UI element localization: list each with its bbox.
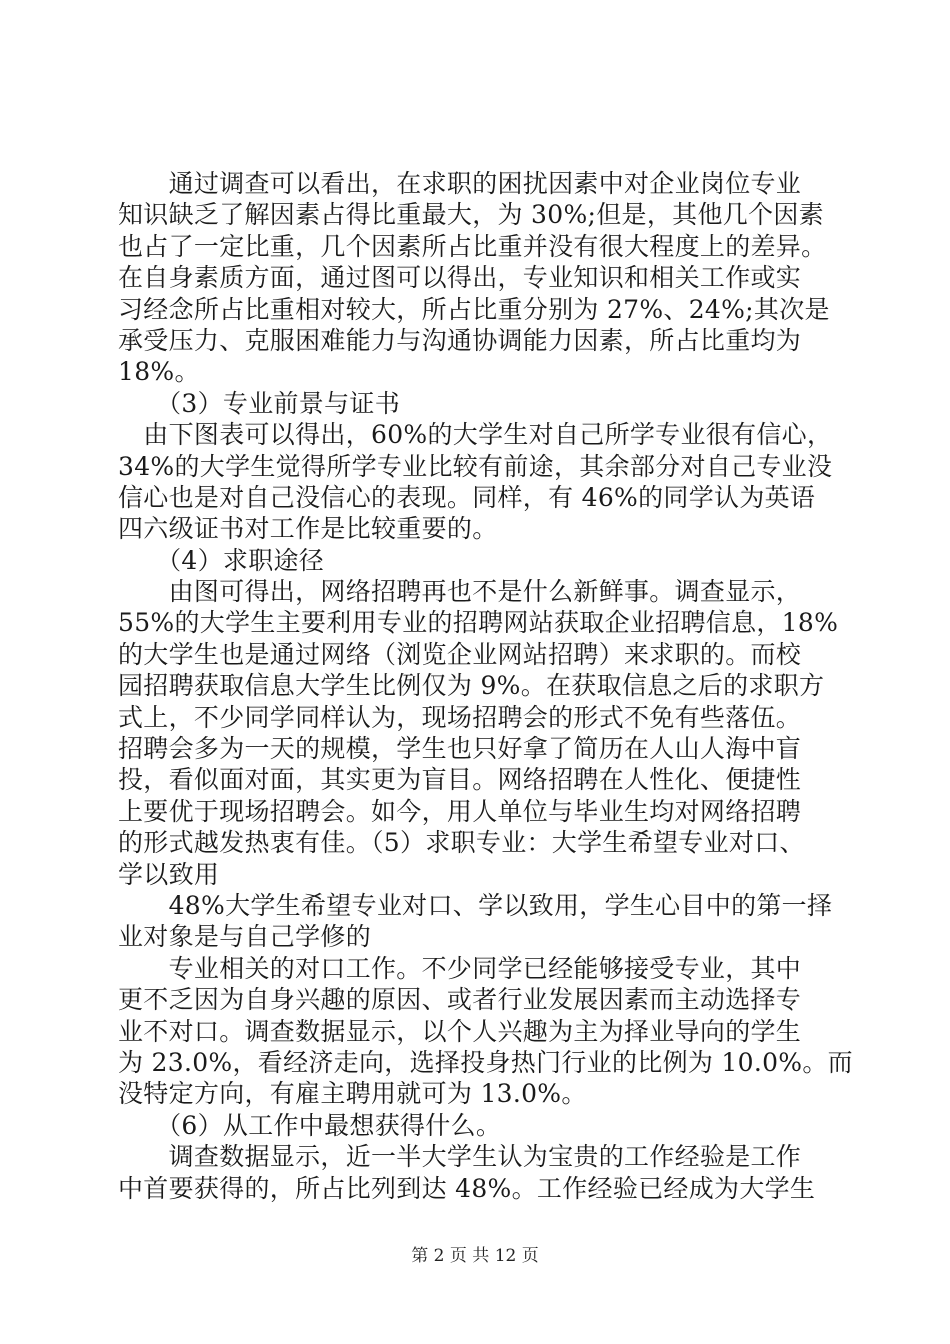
text-line: 也占了一定比重，几个因素所占比重并没有很大程度上的差异。: [118, 231, 827, 261]
text-line: 投，看似面对面，其实更为盲目。网络招聘在人性化、便捷性: [118, 765, 802, 795]
text-line: 式上，不少同学同样认为，现场招聘会的形式不免有些落伍。: [118, 702, 802, 732]
text-line: 四六级证书对工作是比较重要的。: [118, 514, 498, 544]
text-line: 园招聘获取信息大学生比例仅为 9%。在获取信息之后的求职方: [118, 671, 825, 701]
page-footer: [0, 1244, 950, 1268]
text-line: 34%的大学生觉得所学专业比较有前途，其余部分对自己专业没: [118, 451, 833, 481]
section-heading: （3）专业前景与证书: [118, 388, 401, 418]
text-line: 学以致用: [118, 859, 220, 889]
page-number: 第 2 页 共 12 页: [411, 1246, 539, 1266]
text-line: 上要优于现场招聘会。如今，用人单位与毕业生均对网络招聘: [118, 796, 802, 826]
text-line: 更不乏因为自身兴趣的原因、或者行业发展因素而主动选择专: [118, 985, 802, 1015]
text-line: 承受压力、克服困难能力与沟通协调能力因素，所占比重均为: [118, 325, 802, 355]
text-line: 48%大学生希望专业对口、学以致用，学生心目中的第一择: [118, 890, 833, 920]
text-line: 没特定方向，有雇主聘用就可为 13.0%。: [118, 1079, 587, 1109]
text-line: 的形式越发热衷有佳。（5）求职专业：大学生希望专业对口、: [118, 828, 805, 858]
text-line: 的大学生也是通过网络（浏览企业网站招聘）来求职的。而校: [118, 639, 802, 669]
text-line: 习经念所占比重相对较大，所占比重分别为 27%、24%;其次是: [118, 294, 830, 324]
text-line: 业对象是与自己学修的: [118, 922, 372, 952]
text-line: 调查数据显示，近一半大学生认为宝贵的工作经验是工作: [118, 1142, 802, 1172]
text-line: 在自身素质方面，通过图可以得出，专业知识和相关工作或实: [118, 263, 802, 293]
text-line: 专业相关的对口工作。不少同学已经能够接受专业，其中: [118, 953, 802, 983]
section-heading: （6）从工作中最想获得什么。: [118, 1110, 502, 1140]
text-line: 由下图表可以得出，60%的大学生对自己所学专业很有信心，: [118, 420, 833, 450]
text-line: 通过调查可以看出，在求职的困扰因素中对企业岗位专业: [118, 169, 802, 198]
text-line: 知识缺乏了解因素占得比重最大，为 30%;但是，其他几个因素: [118, 200, 824, 230]
text-line: 由图可得出，网络招聘再也不是什么新鲜事。调查显示，: [118, 577, 802, 607]
section-heading: （4）求职途径: [118, 545, 325, 575]
text-line: 业不对口。调查数据显示，以个人兴趣为主为择业导向的学生: [118, 1016, 802, 1046]
text-line: 信心也是对自己没信心的表现。同样，有 46%的同学认为英语: [118, 482, 816, 512]
text-line: 中首要获得的，所占比列到达 48%。工作经验已经成为大学生: [118, 1173, 816, 1203]
document-body: [118, 168, 853, 1204]
text-line: 18%。: [118, 357, 200, 387]
text-line: 为 23.0%，看经济走向，选择投身热门行业的比例为 10.0%。而: [118, 1047, 853, 1077]
text-line: 55%的大学生主要利用专业的招聘网站获取企业招聘信息，18%: [118, 608, 839, 638]
text-line: 招聘会多为一天的规模，学生也只好拿了简历在人山人海中盲: [118, 734, 802, 764]
